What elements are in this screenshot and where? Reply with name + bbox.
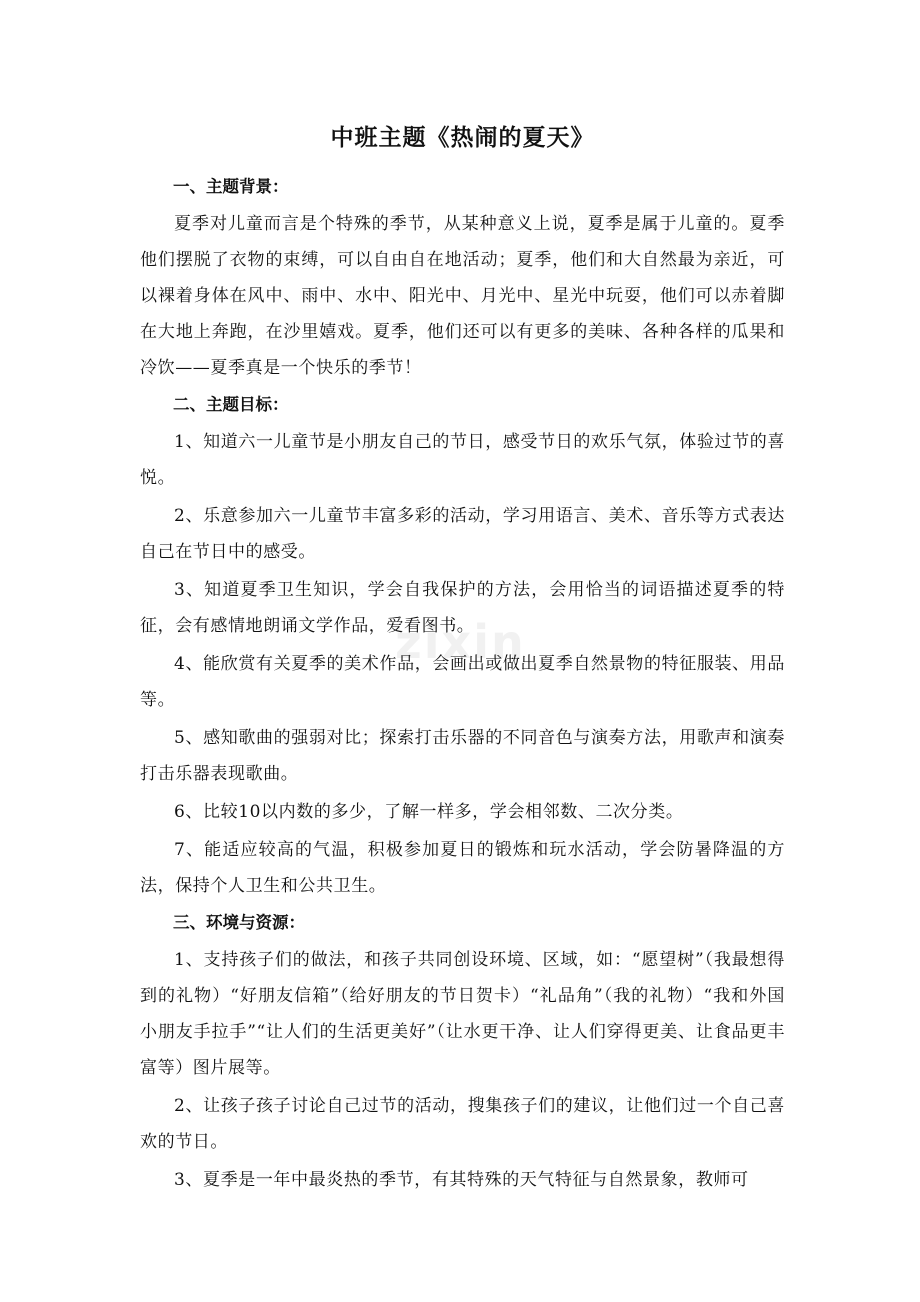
- section-heading: 一、主题背景：: [173, 177, 289, 196]
- goal-item: 3、知道夏季卫生知识，学会自我保护的方法，会用恰当的词语描述夏季的特征，会有感情地朗诵文学作品，爱看图书。: [140, 580, 785, 636]
- resource-item: 2、让孩子孩子讨论自己过节的活动，搜集孩子们的建议，让他们过一个自己喜欢的节日。: [140, 1096, 785, 1152]
- section-goals: [140, 386, 785, 904]
- goal-item: 1、知道六一儿童节是小朋友自己的节日，感受节日的欢乐气氛，体验过节的喜悦。: [140, 432, 785, 488]
- goal-item: 6、比较10以内数的多少，了解一样多，学会相邻数、二次分类。: [174, 802, 684, 822]
- section-heading: 三、环境与资源：: [173, 913, 305, 932]
- goal-item: 2、乐意参加六一儿童节丰富多彩的活动，学习用语言、美术、音乐等方式表达自己在节日中的感受。: [140, 506, 785, 562]
- section-environment: [140, 904, 785, 1198]
- section-background: [140, 168, 785, 386]
- section-heading: 二、主题目标：: [173, 395, 289, 414]
- resource-item: 3、夏季是一年中最炎热的季节，有其特殊的天气特征与自然景象，教师可: [174, 1170, 749, 1190]
- goal-item: 4、能欣赏有关夏季的美术作品，会画出或做出夏季自然景物的特征服装、用品等。: [140, 654, 785, 710]
- document-title: 中班主题《热闹的夏天》: [330, 125, 595, 151]
- goal-item: 5、感知歌曲的强弱对比；探索打击乐器的不同音色与演奏方法，用歌声和演奏打击乐器表现歌曲。: [140, 728, 785, 784]
- goal-item: 7、能适应较高的气温，积极参加夏日的锻炼和玩水活动，学会防暑降温的方法，保持个人卫生和公共卫生。: [140, 840, 785, 896]
- resource-item: 1、支持孩子们的做法，和孩子共同创设环境、区域，如：“愿望树”（我最想得到的礼物）“好朋友信箱”（给好朋友的节日贺卡）“礼品角”（我的礼物）“我和外国小朋友手拉手”“让人们的生活更美好”（让水更干净、让人们穿得更美、让食品更丰富等）图片展等。: [140, 950, 785, 1078]
- document-page: [140, 118, 785, 1198]
- watermark: zixin: [395, 615, 526, 669]
- paragraph: 夏季对儿童而言是个特殊的季节，从某种意义上说，夏季是属于儿童的。夏季他们摆脱了衣物的束缚，可以自由自在地活动；夏季，他们和大自然最为亲近，可以裸着身体在风中、雨中、水中、阳光中、月光中、星光中玩耍，他们可以赤着脚在大地上奔跑，在沙里嬉戏。夏季，他们还可以有更多的美味、各种各样的瓜果和冷饮——夏季真是一个快乐的季节！: [140, 214, 785, 378]
